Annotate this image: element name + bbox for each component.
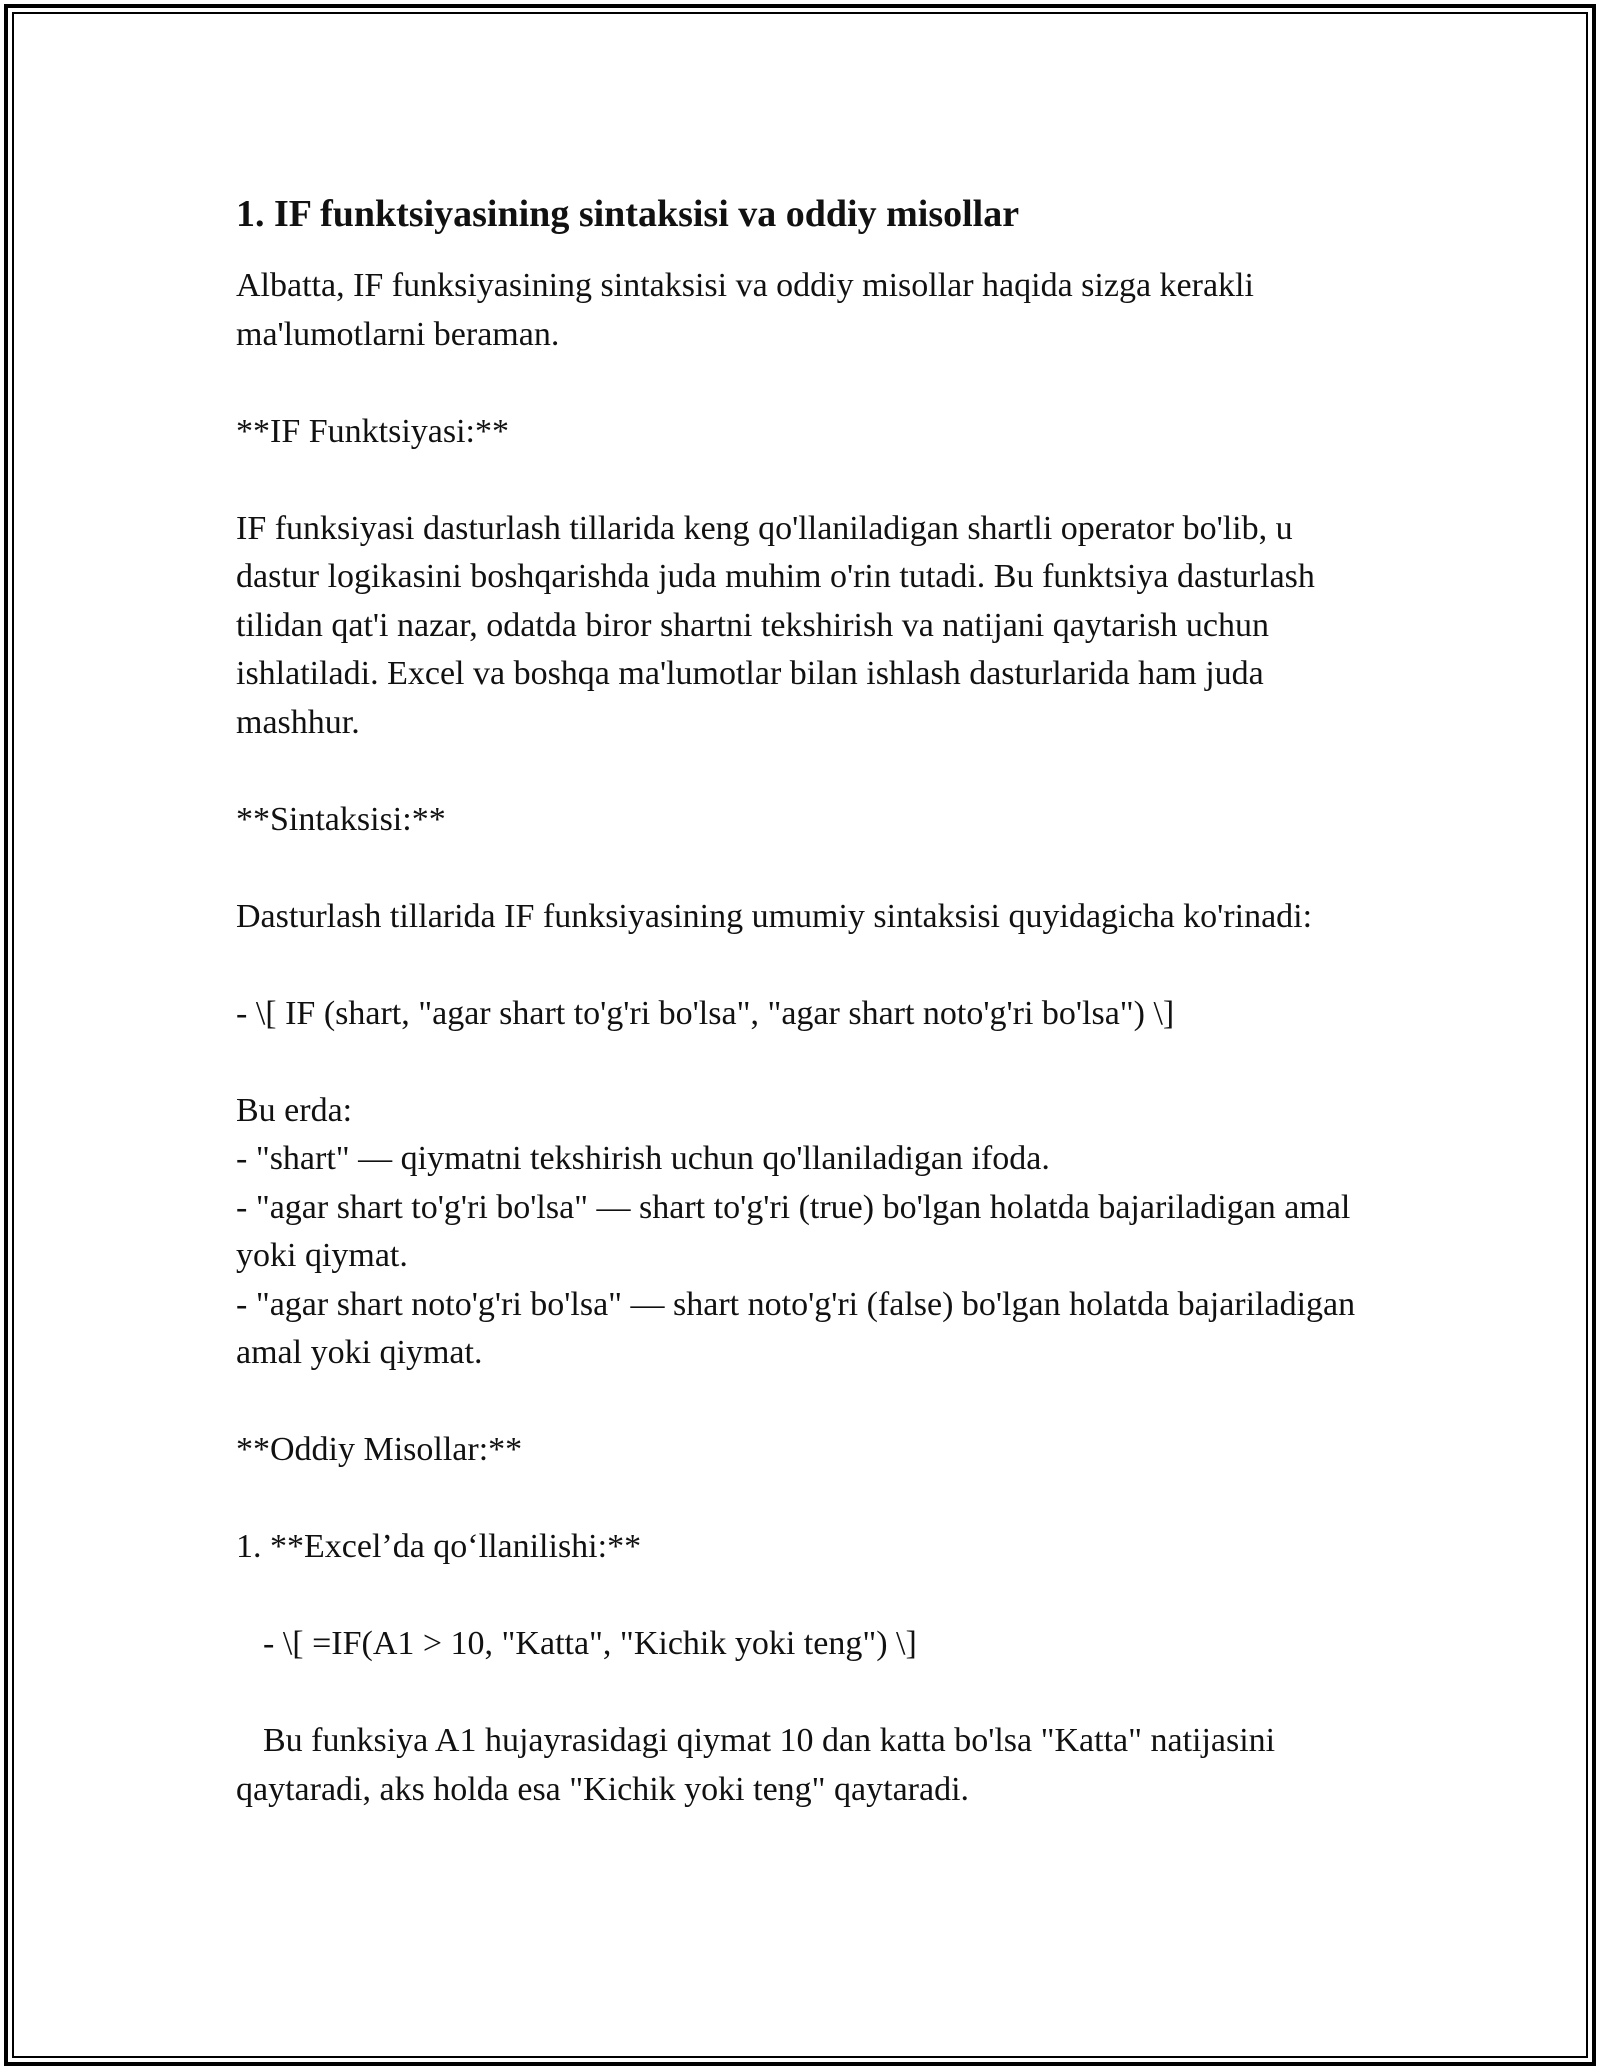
explanation-item: - "agar shart noto'g'ri bo'lsa" — shart noto'g'ri (false) bo'lgan holatda bajariladigan amal yoki qiymat. [236, 1285, 1356, 1371]
example1-description-text: Bu funksiya A1 hujayrasidagi qiymat 10 dan katta bo'lsa "Katta" natijasini qaytaradi, aks holda esa "Kichik yoki teng" qaytaradi. [236, 1722, 1276, 1808]
intro-paragraph: Albatta, IF funksiyasining sintaksisi va oddiy misollar haqida sizga kerakli ma'lumotlarni beraman. [236, 267, 1254, 353]
example1-formula: - \[ =IF(A1 > 10, "Katta", "Kichik yoki teng") \] [263, 1625, 917, 1662]
explanation-title: Bu erda: [236, 1091, 353, 1129]
if-section-paragraph: IF funksiyasi dasturlash tillarida keng qo'llaniladigan shartli operator bo'lib, u dastur logikasini boshqarishda juda muhim o'rin tutadi. Bu funktsiya dasturlash tilidan qat'i nazar, odatda biror shartni tekshirish va natijani qaytarish uchun ishlatiladi. Excel va boshqa ma'lumotlar bilan ishlash dasturlarida ham juda mashhur. [236, 509, 1315, 741]
example1-title: 1. **Excel’da qo‘llanilishi:** [236, 1528, 642, 1565]
explanation-item: - "shart" — qiymatni tekshirish uchun qo'llaniladigan ifoda. [236, 1140, 1050, 1177]
explanation-item: - "agar shart to'g'ri bo'lsa" — shart to'g'ri (true) bo'lgan holatda bajariladigan amal yoki qiymat. [236, 1188, 1351, 1274]
if-section-title: **IF Funktsiyasi:** [236, 412, 509, 450]
syntax-formula: - \[ IF (shart, "agar shart to'g'ri bo'lsa", "agar shart noto'g'ri bo'lsa") \] [236, 994, 1175, 1032]
example1-description [236, 1717, 1366, 1814]
syntax-section-title: **Sintaksisi:** [236, 800, 446, 838]
section-heading: 1. IF funktsiyasining sintaksisi va oddiy misollar [236, 193, 1020, 235]
document-body [236, 186, 1366, 1863]
explanation-list [236, 1087, 1366, 1378]
examples-title: **Oddiy Misollar:** [236, 1431, 523, 1468]
syntax-section-paragraph: Dasturlash tillarida IF funksiyasining umumiy sintaksisi quyidagicha ko'rinadi: [236, 897, 1313, 935]
